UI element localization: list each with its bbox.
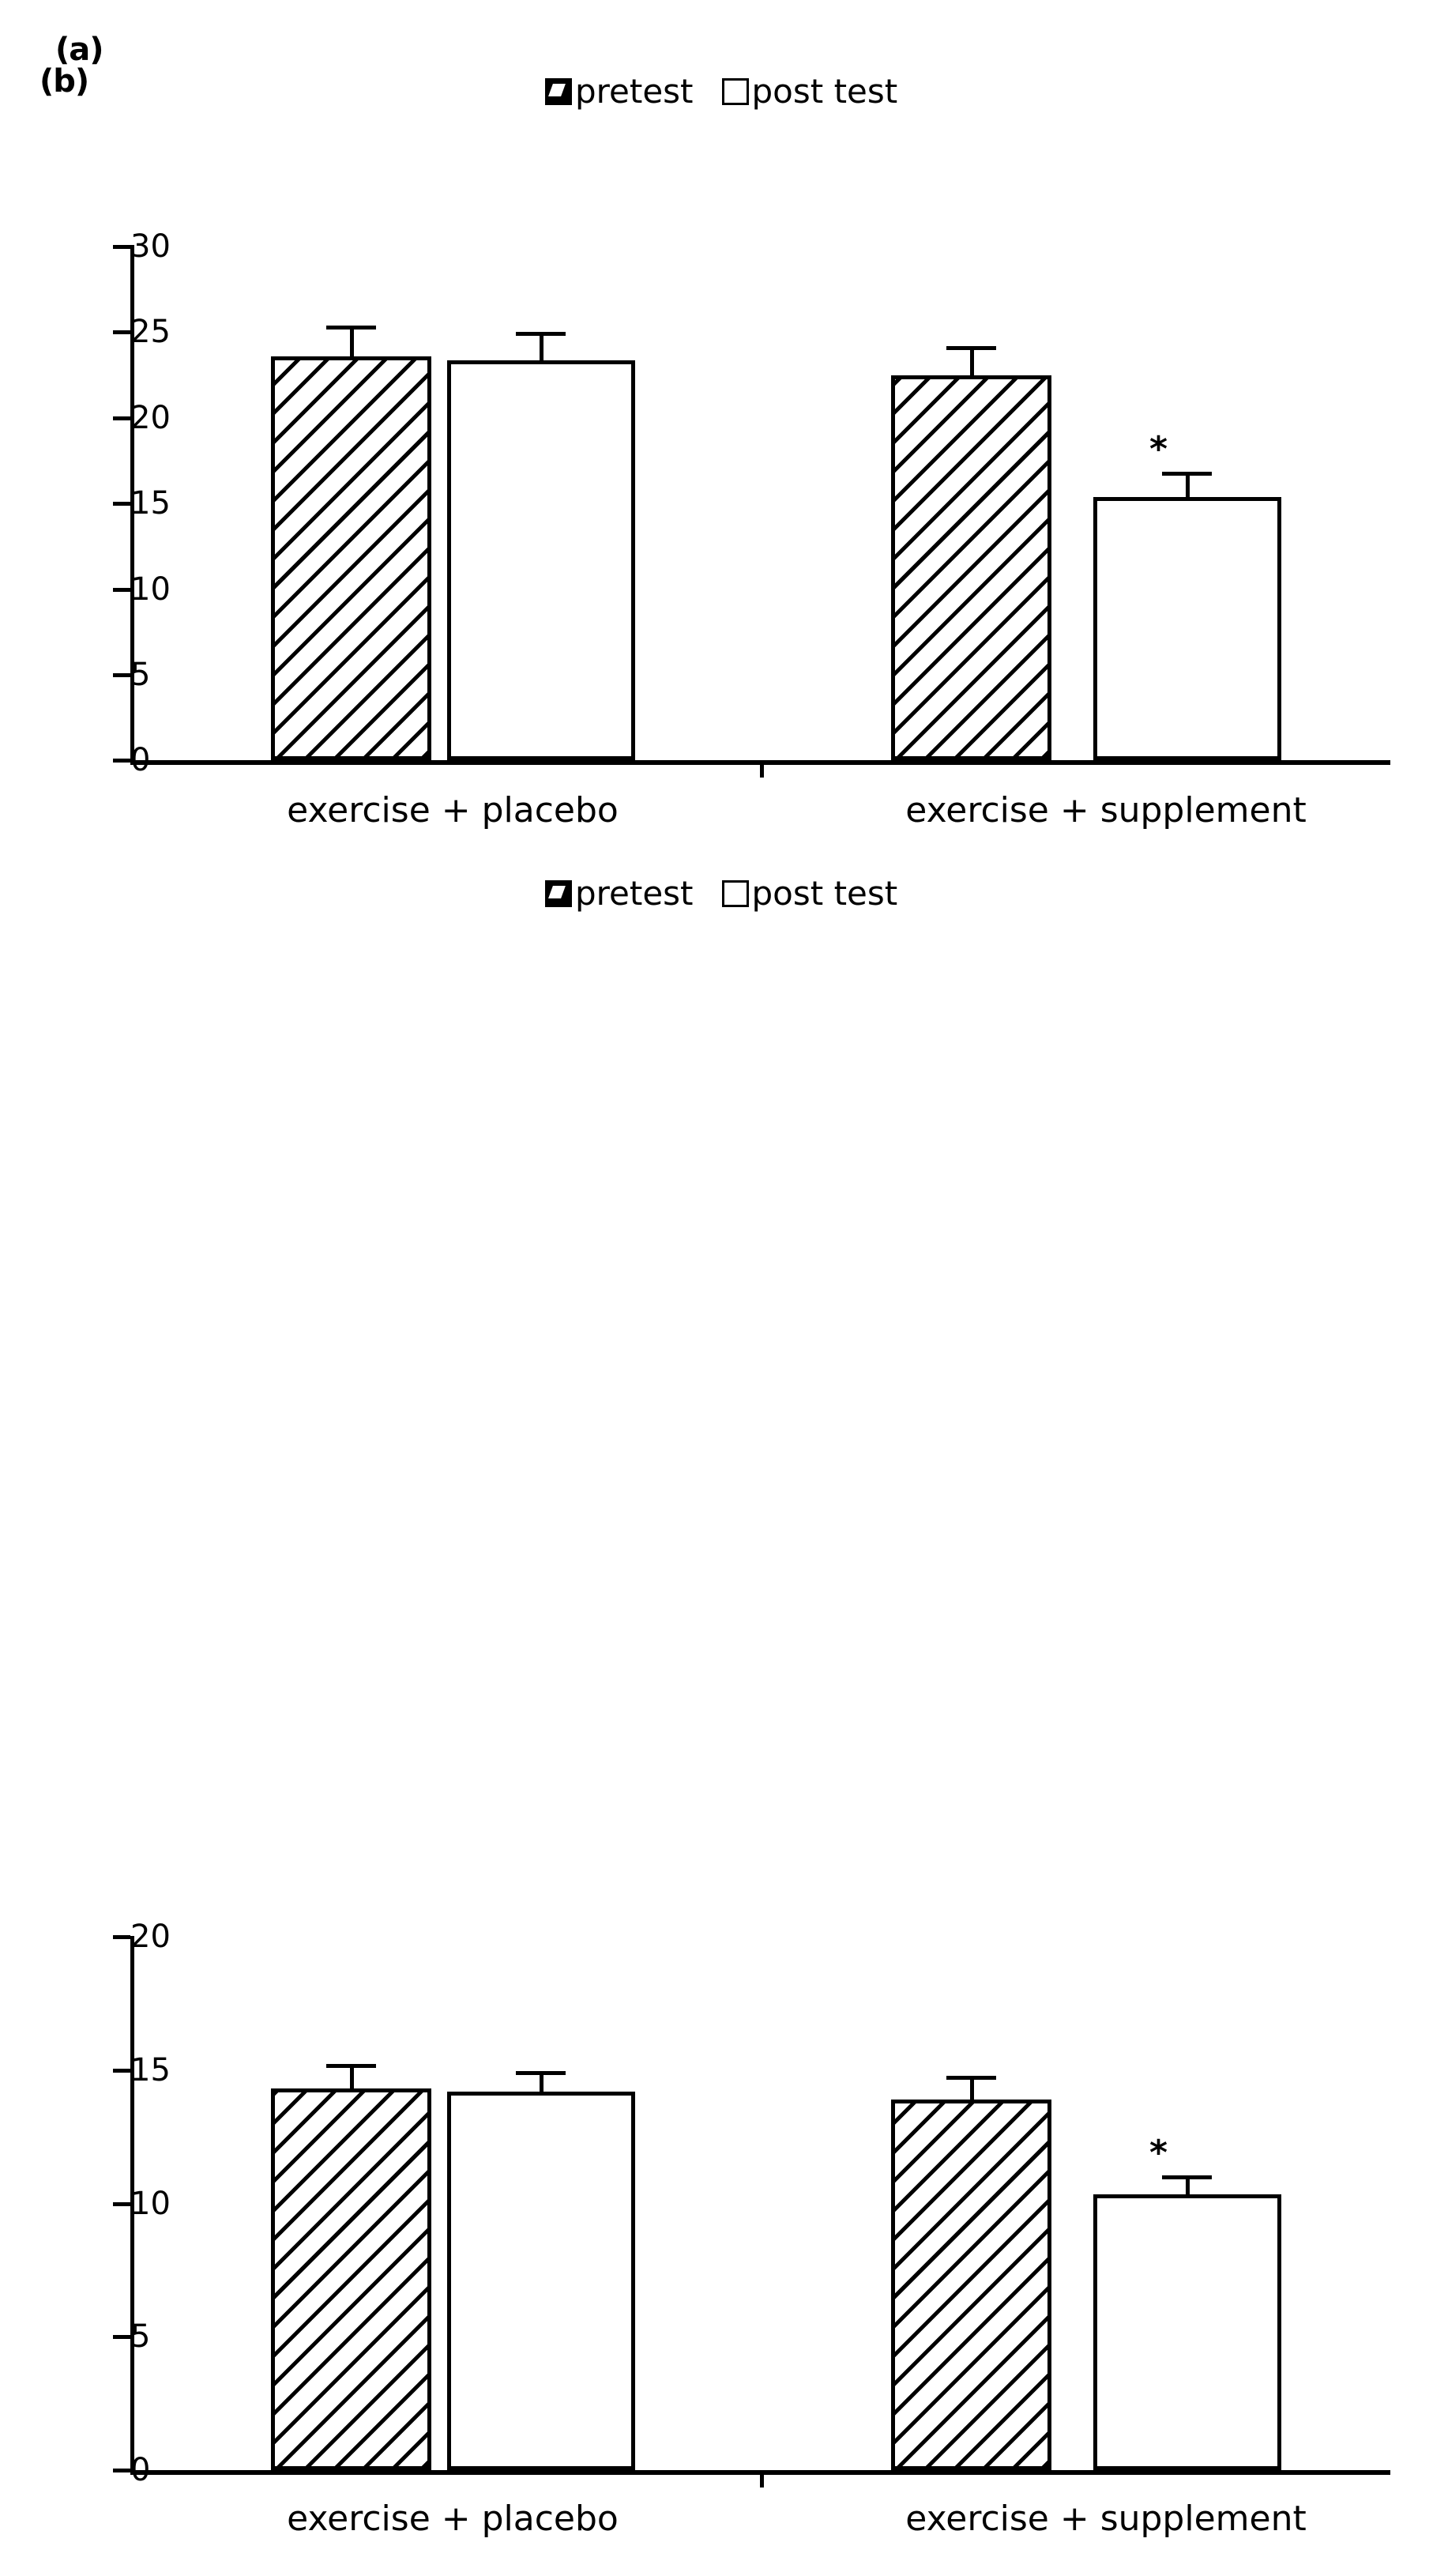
y-tick-mark-10	[113, 2202, 130, 2206]
errorbar-supplement-pretest	[970, 346, 974, 377]
y-tick-mark-0	[113, 2469, 130, 2472]
legend-item-post-test	[722, 72, 898, 111]
y-tick-label-20: 20	[130, 400, 171, 436]
legend-label-pretest: pretest	[575, 874, 694, 913]
x-axis-label-supplement-b: exercise + supplement	[905, 2499, 1307, 2539]
open-square-icon	[722, 880, 749, 907]
hatched-square-icon	[545, 78, 572, 105]
x-axis-group-divider-a	[760, 760, 764, 778]
panel-label-b: (b)	[39, 63, 89, 100]
chart-panel-a	[0, 0, 1448, 972]
legend-item-pretest	[545, 72, 694, 111]
y-tick-mark-5	[113, 2335, 130, 2339]
y-tick-mark-25	[113, 330, 130, 334]
bar-supplement-pretest	[891, 2100, 1051, 2470]
significance-star-a: *	[1149, 429, 1168, 469]
x-axis-label-placebo-a: exercise + placebo	[287, 790, 619, 830]
y-tick-mark-10	[113, 588, 130, 592]
x-axis-group-divider-b	[760, 2470, 764, 2487]
legend-item-post-test	[722, 874, 898, 913]
bar-supplement-posttest	[1093, 497, 1281, 760]
errorbar-cap-supplement-pretest	[946, 346, 996, 350]
y-tick-label-0: 0	[130, 742, 151, 778]
x-axis-label-placebo-b: exercise + placebo	[287, 2499, 619, 2539]
bar-placebo-posttest	[447, 360, 635, 760]
y-tick-mark-15	[113, 2069, 130, 2073]
plot-area-a	[0, 190, 1448, 830]
y-tick-label-10: 10	[130, 2186, 171, 2222]
y-tick-label-0: 0	[130, 2452, 151, 2488]
legend-label-pretest: pretest	[575, 72, 694, 111]
legend-label-post-test: post test	[751, 72, 898, 111]
legend-panel-a	[545, 72, 898, 111]
y-tick-mark-30	[113, 245, 130, 249]
panel-label-a: (a)	[55, 32, 103, 68]
hatched-square-icon	[545, 880, 572, 907]
plot-area-b	[0, 1919, 1448, 2576]
legend-panel-b	[545, 874, 898, 913]
y-tick-label-25: 25	[130, 314, 171, 350]
errorbar-supplement-posttest	[1186, 472, 1190, 499]
y-tick-label-10: 10	[130, 571, 171, 608]
errorbar-cap-placebo-posttest	[516, 2071, 566, 2075]
y-tick-mark-5	[113, 673, 130, 677]
y-tick-mark-20	[113, 1935, 130, 1939]
significance-star-b: *	[1149, 2133, 1168, 2173]
y-tick-mark-0	[113, 759, 130, 763]
y-tick-mark-15	[113, 502, 130, 506]
legend-item-pretest	[545, 874, 694, 913]
y-tick-label-30: 30	[130, 228, 171, 265]
x-axis-label-supplement-a: exercise + supplement	[905, 790, 1307, 830]
errorbar-cap-supplement-posttest	[1162, 472, 1212, 476]
bar-placebo-pretest	[271, 356, 431, 760]
bar-placebo-posttest	[447, 2092, 635, 2470]
y-tick-mark-20	[113, 416, 130, 420]
bar-supplement-posttest	[1093, 2194, 1281, 2470]
bar-placebo-pretest	[271, 2088, 431, 2470]
y-tick-label-5: 5	[130, 657, 151, 693]
y-tick-label-5: 5	[130, 2318, 151, 2355]
y-tick-label-15: 15	[130, 2052, 171, 2088]
errorbar-cap-supplement-posttest	[1162, 2175, 1212, 2179]
errorbar-placebo-posttest	[540, 332, 543, 362]
errorbar-cap-supplement-pretest	[946, 2076, 996, 2080]
y-tick-label-15: 15	[130, 485, 171, 522]
legend-label-post-test: post test	[751, 874, 898, 913]
y-tick-label-20: 20	[130, 1919, 171, 1955]
errorbar-cap-placebo-pretest	[326, 2064, 376, 2068]
errorbar-placebo-pretest	[350, 326, 354, 357]
errorbar-cap-placebo-pretest	[326, 326, 376, 330]
open-square-icon	[722, 78, 749, 105]
errorbar-cap-placebo-posttest	[516, 332, 566, 336]
bar-supplement-pretest	[891, 375, 1051, 760]
